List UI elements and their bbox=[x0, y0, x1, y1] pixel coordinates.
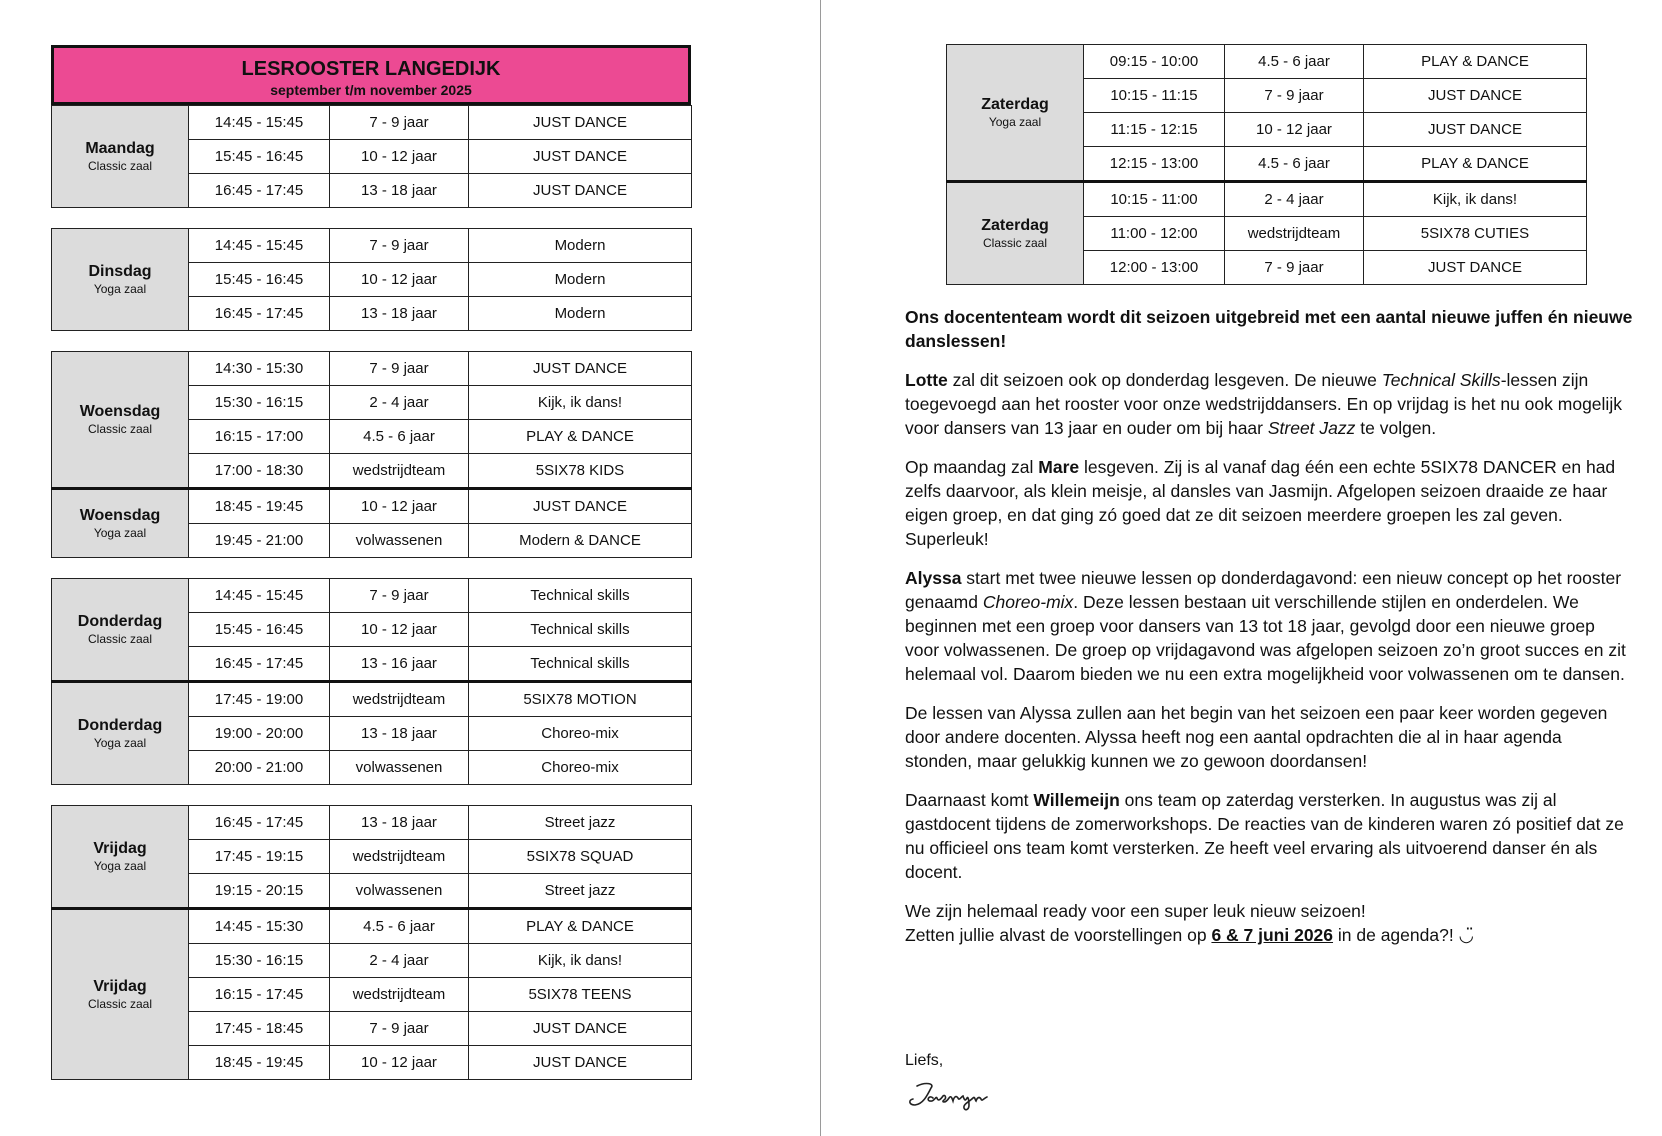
class-cell: Technical skills bbox=[469, 647, 692, 682]
day-name: Woensdag bbox=[79, 403, 161, 420]
schedule-table bbox=[51, 105, 692, 208]
age-cell: wedstrijdteam bbox=[330, 454, 469, 489]
letter-intro: Ons docententeam wordt dit seizoen uitgebreid met een aantal nieuwe juffen én nieuwe danslessen! bbox=[905, 307, 1633, 351]
smiley-icon: ◡̈ bbox=[1458, 925, 1474, 945]
time-cell: 16:45 - 17:45 bbox=[189, 647, 330, 682]
class-cell: 5SIX78 TEENS bbox=[469, 978, 692, 1012]
class-cell: PLAY & DANCE bbox=[469, 420, 692, 454]
age-cell: wedstrijdteam bbox=[330, 978, 469, 1012]
day-cell bbox=[52, 489, 189, 558]
room-name: Classic zaal bbox=[87, 632, 153, 646]
class-cell: JUST DANCE bbox=[469, 106, 692, 140]
class-cell: 5SIX78 KIDS bbox=[469, 454, 692, 489]
class-cell: Choreo-mix bbox=[469, 717, 692, 751]
day-cell bbox=[52, 909, 189, 1080]
class-cell: JUST DANCE bbox=[469, 140, 692, 174]
time-cell: 15:45 - 16:45 bbox=[189, 613, 330, 647]
class-cell: 5SIX78 MOTION bbox=[469, 682, 692, 717]
schedule-table bbox=[51, 578, 692, 785]
time-cell: 10:15 - 11:00 bbox=[1084, 182, 1225, 217]
age-cell: 4.5 - 6 jaar bbox=[330, 909, 469, 944]
room-name: Classic zaal bbox=[982, 236, 1048, 250]
table-row bbox=[52, 106, 692, 140]
day-name: Maandag bbox=[85, 140, 155, 157]
page-divider bbox=[820, 0, 821, 1136]
day-cell bbox=[52, 352, 189, 489]
day-cell bbox=[947, 182, 1084, 285]
age-cell: wedstrijdteam bbox=[330, 682, 469, 717]
day-name: Zaterdag bbox=[981, 217, 1049, 234]
time-cell: 11:15 - 12:15 bbox=[1084, 113, 1225, 147]
class-cell: Technical skills bbox=[469, 579, 692, 613]
time-cell: 17:45 - 18:45 bbox=[189, 1012, 330, 1046]
class-cell: JUST DANCE bbox=[1364, 113, 1587, 147]
age-cell: 10 - 12 jaar bbox=[1225, 113, 1364, 147]
time-cell: 17:45 - 19:15 bbox=[189, 840, 330, 874]
class-cell: Kijk, ik dans! bbox=[469, 944, 692, 978]
letter-paragraph-lotte: Lotte zal dit seizoen ook op donderdag lesgeven. De nieuwe Technical Skills-lessen zijn toegevoegd aan het rooster voor onze wedstrijddansers. En op vrijdag is het nu ook mogelijk voor dansers van 13 jaar en ouder om bij haar Street Jazz te volgen. bbox=[905, 370, 1622, 438]
age-cell: 2 - 4 jaar bbox=[330, 944, 469, 978]
day-cell bbox=[52, 682, 189, 785]
time-cell: 14:45 - 15:45 bbox=[189, 106, 330, 140]
time-cell: 14:45 - 15:30 bbox=[189, 909, 330, 944]
letter-paragraph-alyssa: Alyssa start met twee nieuwe lessen op donderdagavond: een nieuw concept op het rooster genaamd Choreo-mix. Deze lessen bestaan uit verschillende stijlen en onderdelen. We beginnen met een groep voor dansers van 13 tot 18 jaar, gevolgd door een nieuwe groep voor volwassenen. De groep op vrijdagavond was afgelopen seizoen zo’n groot succes en zit helemaal vol. Daarom bieden we nu een extra mogelijkheid voor volwassenen om te dansen. bbox=[905, 568, 1626, 684]
class-cell: Kijk, ik dans! bbox=[1364, 182, 1587, 217]
letter-paragraph-willemeijn: Daarnaast komt Willemeijn ons team op zaterdag versterken. In augustus was zij al gastdocent tijdens de zomerworkshops. De reacties van de kinderen waren zó positief dat ze nu officieel ons team komt versterken. Ze heeft veel ervaring als uitvoerend danser én als docent. bbox=[905, 790, 1624, 882]
show-date: 6 & 7 juni 2026 bbox=[1211, 925, 1334, 945]
day-cell bbox=[52, 579, 189, 682]
age-cell: wedstrijdteam bbox=[1225, 217, 1364, 251]
age-cell: 7 - 9 jaar bbox=[1225, 79, 1364, 113]
age-cell: 4.5 - 6 jaar bbox=[1225, 147, 1364, 182]
class-cell: Modern bbox=[469, 297, 692, 331]
day-name: Dinsdag bbox=[88, 263, 152, 280]
class-cell: PLAY & DANCE bbox=[469, 909, 692, 944]
schedule-table bbox=[51, 805, 692, 1080]
class-cell: JUST DANCE bbox=[469, 1046, 692, 1080]
day-name: Vrijdag bbox=[93, 840, 147, 857]
age-cell: 7 - 9 jaar bbox=[330, 579, 469, 613]
class-cell: Choreo-mix bbox=[469, 751, 692, 785]
room-name: Classic zaal bbox=[87, 159, 153, 173]
closing-text: Liefs, bbox=[905, 1052, 944, 1069]
time-cell: 12:15 - 13:00 bbox=[1084, 147, 1225, 182]
age-cell: volwassenen bbox=[330, 874, 469, 909]
age-cell: volwassenen bbox=[330, 751, 469, 785]
time-cell: 16:45 - 17:45 bbox=[189, 297, 330, 331]
age-cell: 7 - 9 jaar bbox=[330, 352, 469, 386]
time-cell: 19:00 - 20:00 bbox=[189, 717, 330, 751]
teacher-name: Willemeijn bbox=[1033, 790, 1120, 810]
time-cell: 18:45 - 19:45 bbox=[189, 489, 330, 524]
time-cell: 17:00 - 18:30 bbox=[189, 454, 330, 489]
time-cell: 18:45 - 19:45 bbox=[189, 1046, 330, 1080]
schedule-subtitle: september t/m november 2025 bbox=[270, 82, 472, 98]
age-cell: volwassenen bbox=[330, 524, 469, 558]
letter-paragraph-alyssa-note: De lessen van Alyssa zullen aan het begin van het seizoen een paar keer worden gegeven door andere docenten. Alyssa heeft nog een aantal opdrachten die al in haar agenda stonden, maar gelukkig kunnen we zo gewoon doordansen! bbox=[905, 703, 1608, 771]
class-cell: JUST DANCE bbox=[1364, 251, 1587, 285]
class-cell: PLAY & DANCE bbox=[1364, 147, 1587, 182]
age-cell: 13 - 16 jaar bbox=[330, 647, 469, 682]
table-row bbox=[52, 909, 692, 944]
time-cell: 16:45 - 17:45 bbox=[189, 174, 330, 208]
time-cell: 19:45 - 21:00 bbox=[189, 524, 330, 558]
time-cell: 15:30 - 16:15 bbox=[189, 944, 330, 978]
time-cell: 16:45 - 17:45 bbox=[189, 806, 330, 840]
age-cell: 10 - 12 jaar bbox=[330, 263, 469, 297]
table-row bbox=[947, 45, 1587, 79]
day-cell bbox=[947, 45, 1084, 182]
table-row bbox=[52, 682, 692, 717]
schedule-left bbox=[51, 45, 691, 1080]
day-name: Donderdag bbox=[77, 717, 163, 734]
teacher-name: Lotte bbox=[905, 370, 948, 390]
time-cell: 19:15 - 20:15 bbox=[189, 874, 330, 909]
table-row bbox=[52, 352, 692, 386]
age-cell: 10 - 12 jaar bbox=[330, 140, 469, 174]
class-cell: JUST DANCE bbox=[469, 489, 692, 524]
day-cell bbox=[52, 229, 189, 331]
time-cell: 11:00 - 12:00 bbox=[1084, 217, 1225, 251]
signature bbox=[905, 1078, 1015, 1117]
class-cell: Modern bbox=[469, 263, 692, 297]
age-cell: 4.5 - 6 jaar bbox=[330, 420, 469, 454]
time-cell: 12:00 - 13:00 bbox=[1084, 251, 1225, 285]
class-cell: Kijk, ik dans! bbox=[469, 386, 692, 420]
table-row bbox=[52, 579, 692, 613]
age-cell: 13 - 18 jaar bbox=[330, 174, 469, 208]
room-name: Classic zaal bbox=[87, 997, 153, 1011]
class-cell: Technical skills bbox=[469, 613, 692, 647]
time-cell: 15:45 - 16:45 bbox=[189, 140, 330, 174]
class-cell: Street jazz bbox=[469, 874, 692, 909]
day-cell bbox=[52, 106, 189, 208]
letter-paragraph-closing: We zijn helemaal ready voor een super leuk nieuw seizoen! Zetten jullie alvast de voorstellingen op 6 & 7 juni 2026 in de agenda?! ◡̈ bbox=[905, 901, 1474, 945]
class-cell: 5SIX78 SQUAD bbox=[469, 840, 692, 874]
time-cell: 16:15 - 17:00 bbox=[189, 420, 330, 454]
age-cell: 13 - 18 jaar bbox=[330, 806, 469, 840]
room-name: Yoga zaal bbox=[93, 526, 147, 540]
time-cell: 16:15 - 17:45 bbox=[189, 978, 330, 1012]
room-name: Yoga zaal bbox=[93, 859, 147, 873]
time-cell: 15:45 - 16:45 bbox=[189, 263, 330, 297]
day-name: Vrijdag bbox=[93, 978, 147, 995]
time-cell: 14:45 - 15:45 bbox=[189, 229, 330, 263]
time-cell: 17:45 - 19:00 bbox=[189, 682, 330, 717]
schedule-table bbox=[946, 44, 1587, 285]
day-cell bbox=[52, 806, 189, 909]
age-cell: 13 - 18 jaar bbox=[330, 297, 469, 331]
room-name: Yoga zaal bbox=[93, 736, 147, 750]
table-row bbox=[947, 182, 1587, 217]
age-cell: 7 - 9 jaar bbox=[1225, 251, 1364, 285]
age-cell: 2 - 4 jaar bbox=[1225, 182, 1364, 217]
time-cell: 10:15 - 11:15 bbox=[1084, 79, 1225, 113]
table-row bbox=[52, 229, 692, 263]
class-cell: Modern & DANCE bbox=[469, 524, 692, 558]
class-cell: PLAY & DANCE bbox=[1364, 45, 1587, 79]
time-cell: 14:45 - 15:45 bbox=[189, 579, 330, 613]
class-cell: JUST DANCE bbox=[469, 352, 692, 386]
age-cell: 13 - 18 jaar bbox=[330, 717, 469, 751]
age-cell: 7 - 9 jaar bbox=[330, 229, 469, 263]
age-cell: wedstrijdteam bbox=[330, 840, 469, 874]
teacher-name: Alyssa bbox=[905, 568, 962, 588]
age-cell: 7 - 9 jaar bbox=[330, 106, 469, 140]
class-cell: JUST DANCE bbox=[469, 1012, 692, 1046]
age-cell: 7 - 9 jaar bbox=[330, 1012, 469, 1046]
room-name: Yoga zaal bbox=[988, 115, 1042, 129]
age-cell: 10 - 12 jaar bbox=[330, 613, 469, 647]
age-cell: 10 - 12 jaar bbox=[330, 489, 469, 524]
time-cell: 14:30 - 15:30 bbox=[189, 352, 330, 386]
time-cell: 09:15 - 10:00 bbox=[1084, 45, 1225, 79]
class-cell: Street jazz bbox=[469, 806, 692, 840]
class-cell: Modern bbox=[469, 229, 692, 263]
age-cell: 10 - 12 jaar bbox=[330, 1046, 469, 1080]
schedule-title-box bbox=[51, 45, 691, 105]
letter bbox=[905, 305, 1633, 962]
age-cell: 2 - 4 jaar bbox=[330, 386, 469, 420]
schedule-title: LESROOSTER LANGEDIJK bbox=[241, 58, 501, 80]
day-name: Zaterdag bbox=[981, 96, 1049, 113]
table-row bbox=[52, 806, 692, 840]
class-cell: 5SIX78 CUTIES bbox=[1364, 217, 1587, 251]
time-cell: 15:30 - 16:15 bbox=[189, 386, 330, 420]
schedule-table bbox=[51, 228, 692, 331]
day-name: Donderdag bbox=[77, 613, 163, 630]
room-name: Yoga zaal bbox=[93, 282, 147, 296]
class-cell: JUST DANCE bbox=[1364, 79, 1587, 113]
room-name: Classic zaal bbox=[87, 422, 153, 436]
class-cell: JUST DANCE bbox=[469, 174, 692, 208]
table-row bbox=[52, 489, 692, 524]
schedule-table bbox=[51, 351, 692, 558]
day-name: Woensdag bbox=[79, 507, 161, 524]
age-cell: 4.5 - 6 jaar bbox=[1225, 45, 1364, 79]
schedule-right bbox=[946, 44, 1586, 285]
teacher-name: Mare bbox=[1038, 457, 1080, 477]
letter-paragraph-mare: Op maandag zal Mare lesgeven. Zij is al vanaf dag één een echte 5SIX78 DANCER en had zelfs daarvoor, als klein meisje, al dansles van Jasmijn. Afgelopen seizoen draaide ze haar eigen groep, en dat ging zó goed dat ze dit seizoen meerdere groepen les zal geven. Superleuk! bbox=[905, 457, 1616, 549]
time-cell: 20:00 - 21:00 bbox=[189, 751, 330, 785]
